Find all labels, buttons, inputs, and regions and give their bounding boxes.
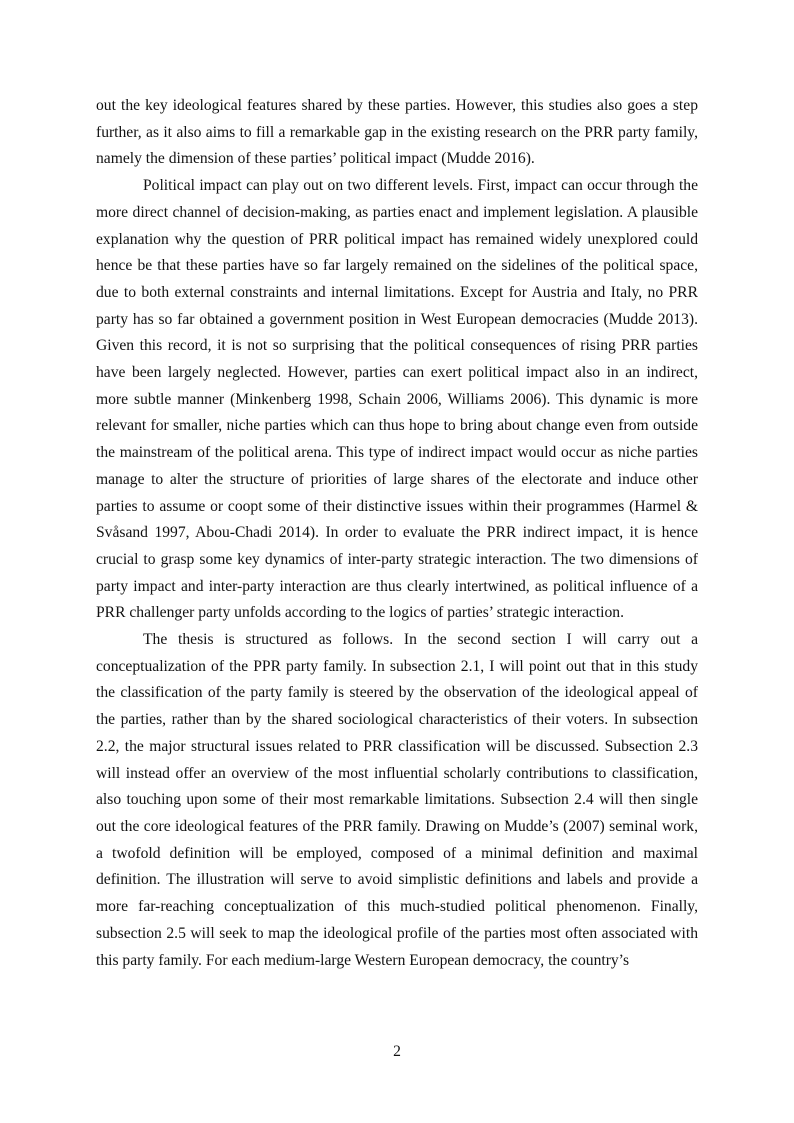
paragraph-continued: out the key ideological features shared by these parties. However, this studies also goes a step further, as it also aims to fill a remarkable gap in the existing research on the PRR party family, namely the dimension of these parties’ political impact (Mudde 2016). xyxy=(96,97,698,168)
page-number: 2 xyxy=(393,1043,401,1060)
document-body xyxy=(96,93,698,974)
paragraph-political-impact: Political impact can play out on two different levels. First, impact can occur through the more direct channel of decision-making, as parties enact and implement legislation. A plausible explanation why the question of PRR political impact has remained widely unexplored could hence be that these parties have so far largely remained on the sidelines of the political space, due to both external constraints and internal limitations. Except for Austria and Italy, no PRR party has so far obtained a government position in West European democracies (Mudde 2013). Given this record, it is not so surprising that the political consequences of rising PRR parties have been largely neglected. However, parties can exert political impact also in an indirect, more subtle manner (Minkenberg 1998, Schain 2006, Williams 2006). This dynamic is more relevant for smaller, niche parties which can thus hope to bring about change even from outside the mainstream of the political arena. This type of indirect impact would occur as niche parties manage to alter the structure of priorities of large shares of the electorate and induce other parties to assume or coopt some of their distinctive issues within their programmes (Harmel & Svåsand 1997, Abou-Chadi 2014). In order to evaluate the PRR indirect impact, it is hence crucial to grasp some key dynamics of inter-party strategic interaction. The two dimensions of party impact and inter-party interaction are thus clearly intertwined, as political influence of a PRR challenger party unfolds according to the logics of parties’ strategic interaction. xyxy=(96,177,698,622)
paragraph-thesis-structure: The thesis is structured as follows. In the second section I will carry out a conceptualization of the PPR party family. In subsection 2.1, I will point out that in this study the classification of the party family is steered by the observation of the ideological appeal of the parties, rather than by the shared sociological characteristics of their voters. In subsection 2.2, the major structural issues related to PRR classification will be discussed. Subsection 2.3 will instead offer an overview of the most influential scholarly contributions to classification, also touching upon some of their most remarkable limitations. Subsection 2.4 will then single out the core ideological features of the PRR family. Drawing on Mudde’s (2007) seminal work, a twofold definition will be employed, composed of a minimal definition and maximal definition. The illustration will serve to avoid simplistic definitions and labels and provide a more far-reaching conceptualization of this much-studied political phenomenon. Finally, subsection 2.5 will seek to map the ideological profile of the parties most often associated with this party family. For each medium-large Western European democracy, the country’s xyxy=(96,631,698,969)
